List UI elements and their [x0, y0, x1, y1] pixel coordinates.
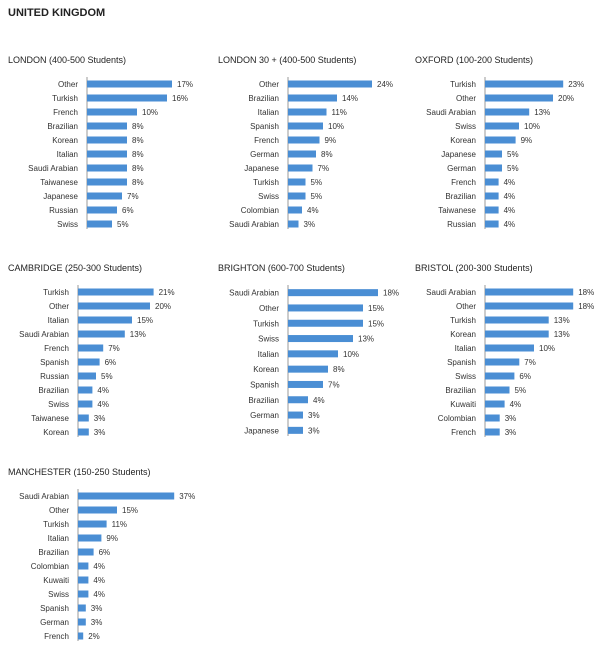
category-label: Brazilian: [47, 122, 78, 131]
data-label: 5%: [514, 386, 527, 395]
data-label: 3%: [308, 411, 320, 421]
chart-london: [8, 55, 208, 240]
data-label: 16%: [172, 94, 189, 103]
data-label: 8%: [333, 365, 345, 375]
bar: [288, 151, 316, 158]
data-label: 3%: [90, 618, 103, 627]
category-label: Taiwanese: [40, 178, 78, 187]
bar: [78, 563, 88, 570]
chart-brighton: [218, 263, 408, 448]
data-label: 4%: [93, 562, 105, 571]
bar: [78, 577, 88, 584]
bar-chart-svg: [218, 75, 408, 235]
bar: [485, 373, 514, 380]
data-label: 10%: [524, 122, 541, 131]
data-label: 3%: [303, 220, 316, 229]
data-label: 6%: [98, 548, 111, 557]
bar: [485, 165, 502, 172]
data-label: 4%: [97, 400, 109, 409]
category-label: Brazilian: [445, 192, 476, 201]
bar: [485, 387, 510, 394]
category-label: Saudi Arabian: [19, 330, 69, 339]
bar: [485, 137, 516, 144]
bar: [288, 179, 306, 186]
bar: [78, 373, 96, 380]
data-label: 5%: [117, 220, 129, 229]
category-label: Italian: [257, 108, 279, 117]
bar: [78, 493, 174, 500]
category-label: Japanese: [244, 164, 279, 173]
category-label: Brazilian: [38, 386, 69, 395]
data-label: 7%: [524, 358, 536, 367]
category-label: Japanese: [441, 150, 476, 159]
category-label: French: [254, 136, 279, 145]
category-label: German: [447, 164, 476, 173]
data-label: 13%: [553, 330, 570, 339]
bar: [288, 81, 372, 88]
category-label: French: [44, 632, 69, 641]
category-label: Colombian: [30, 562, 69, 571]
bar: [485, 95, 553, 102]
category-label: Korean: [43, 428, 69, 437]
category-label: Japanese: [43, 192, 78, 201]
data-label: 7%: [108, 344, 120, 353]
data-label: 3%: [93, 414, 106, 423]
category-label: Spanish: [40, 604, 69, 613]
bar: [87, 179, 127, 186]
data-label: 7%: [328, 380, 340, 390]
category-label: French: [451, 178, 476, 187]
category-label: French: [53, 108, 78, 117]
bar: [288, 412, 303, 419]
data-label: 15%: [137, 316, 154, 325]
bar: [485, 415, 500, 422]
chart-title: LONDON (400-500 Students): [8, 55, 127, 65]
data-label: 5%: [507, 150, 519, 159]
bar: [87, 193, 122, 200]
data-label: 6%: [104, 358, 117, 367]
data-label: 37%: [179, 492, 196, 501]
category-label: Kuwaiti: [43, 576, 69, 585]
category-label: Spanish: [250, 380, 279, 390]
category-label: German: [250, 150, 279, 159]
bar: [288, 304, 363, 311]
bar-chart-svg: [415, 75, 600, 235]
data-label: 3%: [90, 604, 103, 613]
data-label: 7%: [317, 164, 330, 173]
data-label: 18%: [578, 302, 595, 311]
bar: [78, 605, 86, 612]
data-label: 8%: [132, 164, 144, 173]
bar: [288, 289, 378, 296]
category-label: Saudi Arabian: [19, 492, 69, 501]
data-label: 9%: [106, 534, 118, 543]
bar-chart-svg: [8, 283, 208, 443]
bar: [485, 109, 529, 116]
chart-london-30-plus: [218, 55, 408, 240]
chart-title: MANCHESTER (150-250 Students): [8, 467, 151, 477]
category-label: Brazilian: [248, 94, 279, 103]
bar: [288, 221, 299, 228]
bar: [485, 123, 519, 130]
data-label: 6%: [519, 372, 531, 381]
data-label: 9%: [520, 136, 533, 145]
bar: [288, 381, 323, 388]
data-label: 4%: [503, 206, 516, 215]
bar: [78, 289, 154, 296]
chart-oxford: [415, 55, 600, 240]
category-label: Other: [455, 94, 476, 103]
bar: [87, 221, 112, 228]
data-label: 10%: [343, 349, 360, 359]
data-label: 4%: [93, 576, 105, 585]
bar: [288, 427, 303, 434]
bar: [288, 165, 313, 172]
data-label: 10%: [539, 344, 556, 353]
data-label: 10%: [328, 122, 345, 131]
category-label: Spanish: [40, 358, 69, 367]
bar: [87, 109, 137, 116]
data-label: 8%: [132, 178, 144, 187]
bar: [485, 345, 534, 352]
data-label: 8%: [132, 150, 144, 159]
category-label: Italian: [257, 349, 279, 359]
category-label: Brazilian: [445, 386, 476, 395]
data-label: 8%: [321, 150, 333, 159]
category-label: Spanish: [447, 358, 476, 367]
data-label: 4%: [93, 590, 105, 599]
chart-bristol: [415, 263, 600, 448]
bar: [485, 151, 502, 158]
bar: [288, 193, 306, 200]
bar: [87, 123, 127, 130]
data-label: 21%: [158, 288, 175, 297]
data-label: 4%: [97, 386, 109, 395]
category-label: Saudi Arabian: [426, 288, 476, 297]
bar: [78, 549, 94, 556]
data-label: 4%: [503, 220, 516, 229]
data-label: 3%: [308, 426, 320, 436]
data-label: 8%: [132, 136, 144, 145]
category-label: Saudi Arabian: [426, 108, 476, 117]
bar: [288, 366, 328, 373]
category-label: Japanese: [244, 426, 279, 436]
data-label: 4%: [503, 178, 516, 187]
data-label: 11%: [111, 520, 128, 529]
data-label: 4%: [503, 192, 516, 201]
data-label: 24%: [377, 80, 394, 89]
data-label: 13%: [129, 330, 146, 339]
category-label: Italian: [454, 344, 476, 353]
bar: [485, 401, 505, 408]
bar: [78, 317, 132, 324]
data-label: 7%: [127, 192, 139, 201]
bar: [78, 415, 89, 422]
bar: [87, 95, 167, 102]
category-label: Turkish: [450, 316, 476, 325]
chart-title: OXFORD (100-200 Students): [415, 55, 534, 65]
bar: [78, 591, 88, 598]
category-label: Other: [258, 80, 279, 89]
bar: [87, 81, 172, 88]
category-label: Italian: [56, 150, 78, 159]
category-label: French: [44, 344, 69, 353]
data-label: 2%: [88, 632, 100, 641]
category-label: Saudi Arabian: [28, 164, 78, 173]
bar: [485, 221, 499, 228]
bar: [78, 535, 101, 542]
data-label: 5%: [310, 178, 323, 187]
category-label: Colombian: [240, 206, 279, 215]
category-label: Italian: [47, 534, 69, 543]
category-label: Russian: [447, 220, 476, 229]
bar: [288, 396, 308, 403]
bar: [485, 303, 573, 310]
data-label: 23%: [568, 80, 585, 89]
chart-manchester: [8, 467, 208, 657]
data-label: 10%: [142, 108, 159, 117]
page-title: UNITED KINGDOM: [8, 7, 106, 19]
bar: [87, 207, 117, 214]
category-label: German: [40, 618, 69, 627]
bar: [78, 401, 92, 408]
category-label: Swiss: [258, 192, 279, 201]
category-label: French: [451, 428, 476, 437]
category-label: Saudi Arabian: [229, 288, 279, 298]
category-label: Taiwanese: [438, 206, 476, 215]
bar: [288, 350, 338, 357]
category-label: German: [250, 411, 279, 421]
bar: [78, 359, 100, 366]
data-label: 11%: [331, 108, 347, 117]
bar: [78, 345, 103, 352]
bar-chart-svg: [8, 487, 208, 652]
data-label: 8%: [132, 122, 144, 131]
bar: [78, 521, 107, 528]
data-label: 18%: [578, 288, 595, 297]
category-label: Russian: [40, 372, 69, 381]
data-label: 13%: [358, 334, 375, 344]
data-label: 4%: [307, 206, 319, 215]
data-label: 17%: [177, 80, 194, 89]
data-label: 3%: [504, 428, 517, 437]
category-label: Swiss: [455, 372, 476, 381]
data-label: 3%: [93, 428, 106, 437]
category-label: Other: [455, 302, 476, 311]
category-label: Turkish: [43, 288, 69, 297]
category-label: Italian: [47, 316, 69, 325]
bar-chart-svg: [218, 283, 408, 448]
data-label: 4%: [509, 400, 522, 409]
category-label: Other: [258, 303, 279, 313]
data-label: 3%: [504, 414, 517, 423]
chart-title: BRIGHTON (600-700 Students): [218, 263, 345, 273]
bar: [485, 207, 499, 214]
bar: [485, 317, 549, 324]
category-label: Korean: [52, 136, 78, 145]
data-label: 5%: [101, 372, 113, 381]
category-label: Swiss: [455, 122, 476, 131]
category-label: Brazilian: [38, 548, 69, 557]
bar: [78, 331, 125, 338]
bar: [78, 633, 83, 640]
category-label: Other: [48, 302, 69, 311]
bar: [485, 289, 573, 296]
category-label: Russian: [49, 206, 78, 215]
bar: [288, 109, 327, 116]
category-label: Korean: [450, 136, 476, 145]
bar: [87, 151, 127, 158]
bar: [87, 137, 127, 144]
chart-cambridge: [8, 263, 208, 448]
category-label: Turkish: [43, 520, 69, 529]
bar: [485, 179, 499, 186]
bar: [288, 207, 302, 214]
category-label: Spanish: [250, 122, 279, 131]
bar: [485, 429, 500, 436]
bar: [87, 165, 127, 172]
data-label: 13%: [534, 108, 551, 117]
category-label: Turkish: [450, 80, 476, 89]
data-label: 5%: [507, 164, 519, 173]
bar: [485, 359, 519, 366]
data-label: 15%: [122, 506, 139, 515]
category-label: Turkish: [253, 319, 279, 329]
bar: [288, 320, 363, 327]
data-label: 20%: [155, 302, 172, 311]
data-label: 9%: [324, 136, 337, 145]
bar: [485, 81, 563, 88]
bar: [485, 193, 499, 200]
data-label: 4%: [313, 395, 325, 405]
bar: [78, 507, 117, 514]
bar: [485, 331, 549, 338]
data-label: 14%: [342, 94, 359, 103]
data-label: 15%: [368, 303, 385, 313]
bar-chart-svg: [8, 75, 208, 235]
bar-chart-svg: [415, 283, 600, 443]
category-label: Swiss: [57, 220, 78, 229]
category-label: Turkish: [253, 178, 279, 187]
bar: [78, 303, 150, 310]
chart-title: BRISTOL (200-300 Students): [415, 263, 533, 273]
data-label: 5%: [310, 192, 323, 201]
category-label: Other: [57, 80, 78, 89]
bar: [288, 335, 353, 342]
category-label: Saudi Arabian: [229, 220, 279, 229]
data-label: 18%: [383, 288, 400, 298]
category-label: Korean: [253, 365, 279, 375]
category-label: Kuwaiti: [450, 400, 476, 409]
category-label: Taiwanese: [31, 414, 69, 423]
category-label: Colombian: [437, 414, 476, 423]
category-label: Brazilian: [248, 395, 279, 405]
category-label: Swiss: [48, 400, 69, 409]
category-label: Korean: [450, 330, 476, 339]
bar: [78, 619, 86, 626]
bar: [288, 123, 323, 130]
chart-title: CAMBRIDGE (250-300 Students): [8, 263, 143, 273]
category-label: Swiss: [48, 590, 69, 599]
chart-title: LONDON 30 + (400-500 Students): [218, 55, 357, 65]
bar: [78, 429, 89, 436]
bar: [288, 137, 320, 144]
bar: [78, 387, 92, 394]
data-label: 15%: [368, 319, 385, 329]
category-label: Turkish: [52, 94, 78, 103]
data-label: 20%: [558, 94, 575, 103]
data-label: 13%: [553, 316, 570, 325]
data-label: 6%: [122, 206, 134, 215]
category-label: Other: [48, 506, 69, 515]
bar: [288, 95, 337, 102]
category-label: Swiss: [258, 334, 279, 344]
